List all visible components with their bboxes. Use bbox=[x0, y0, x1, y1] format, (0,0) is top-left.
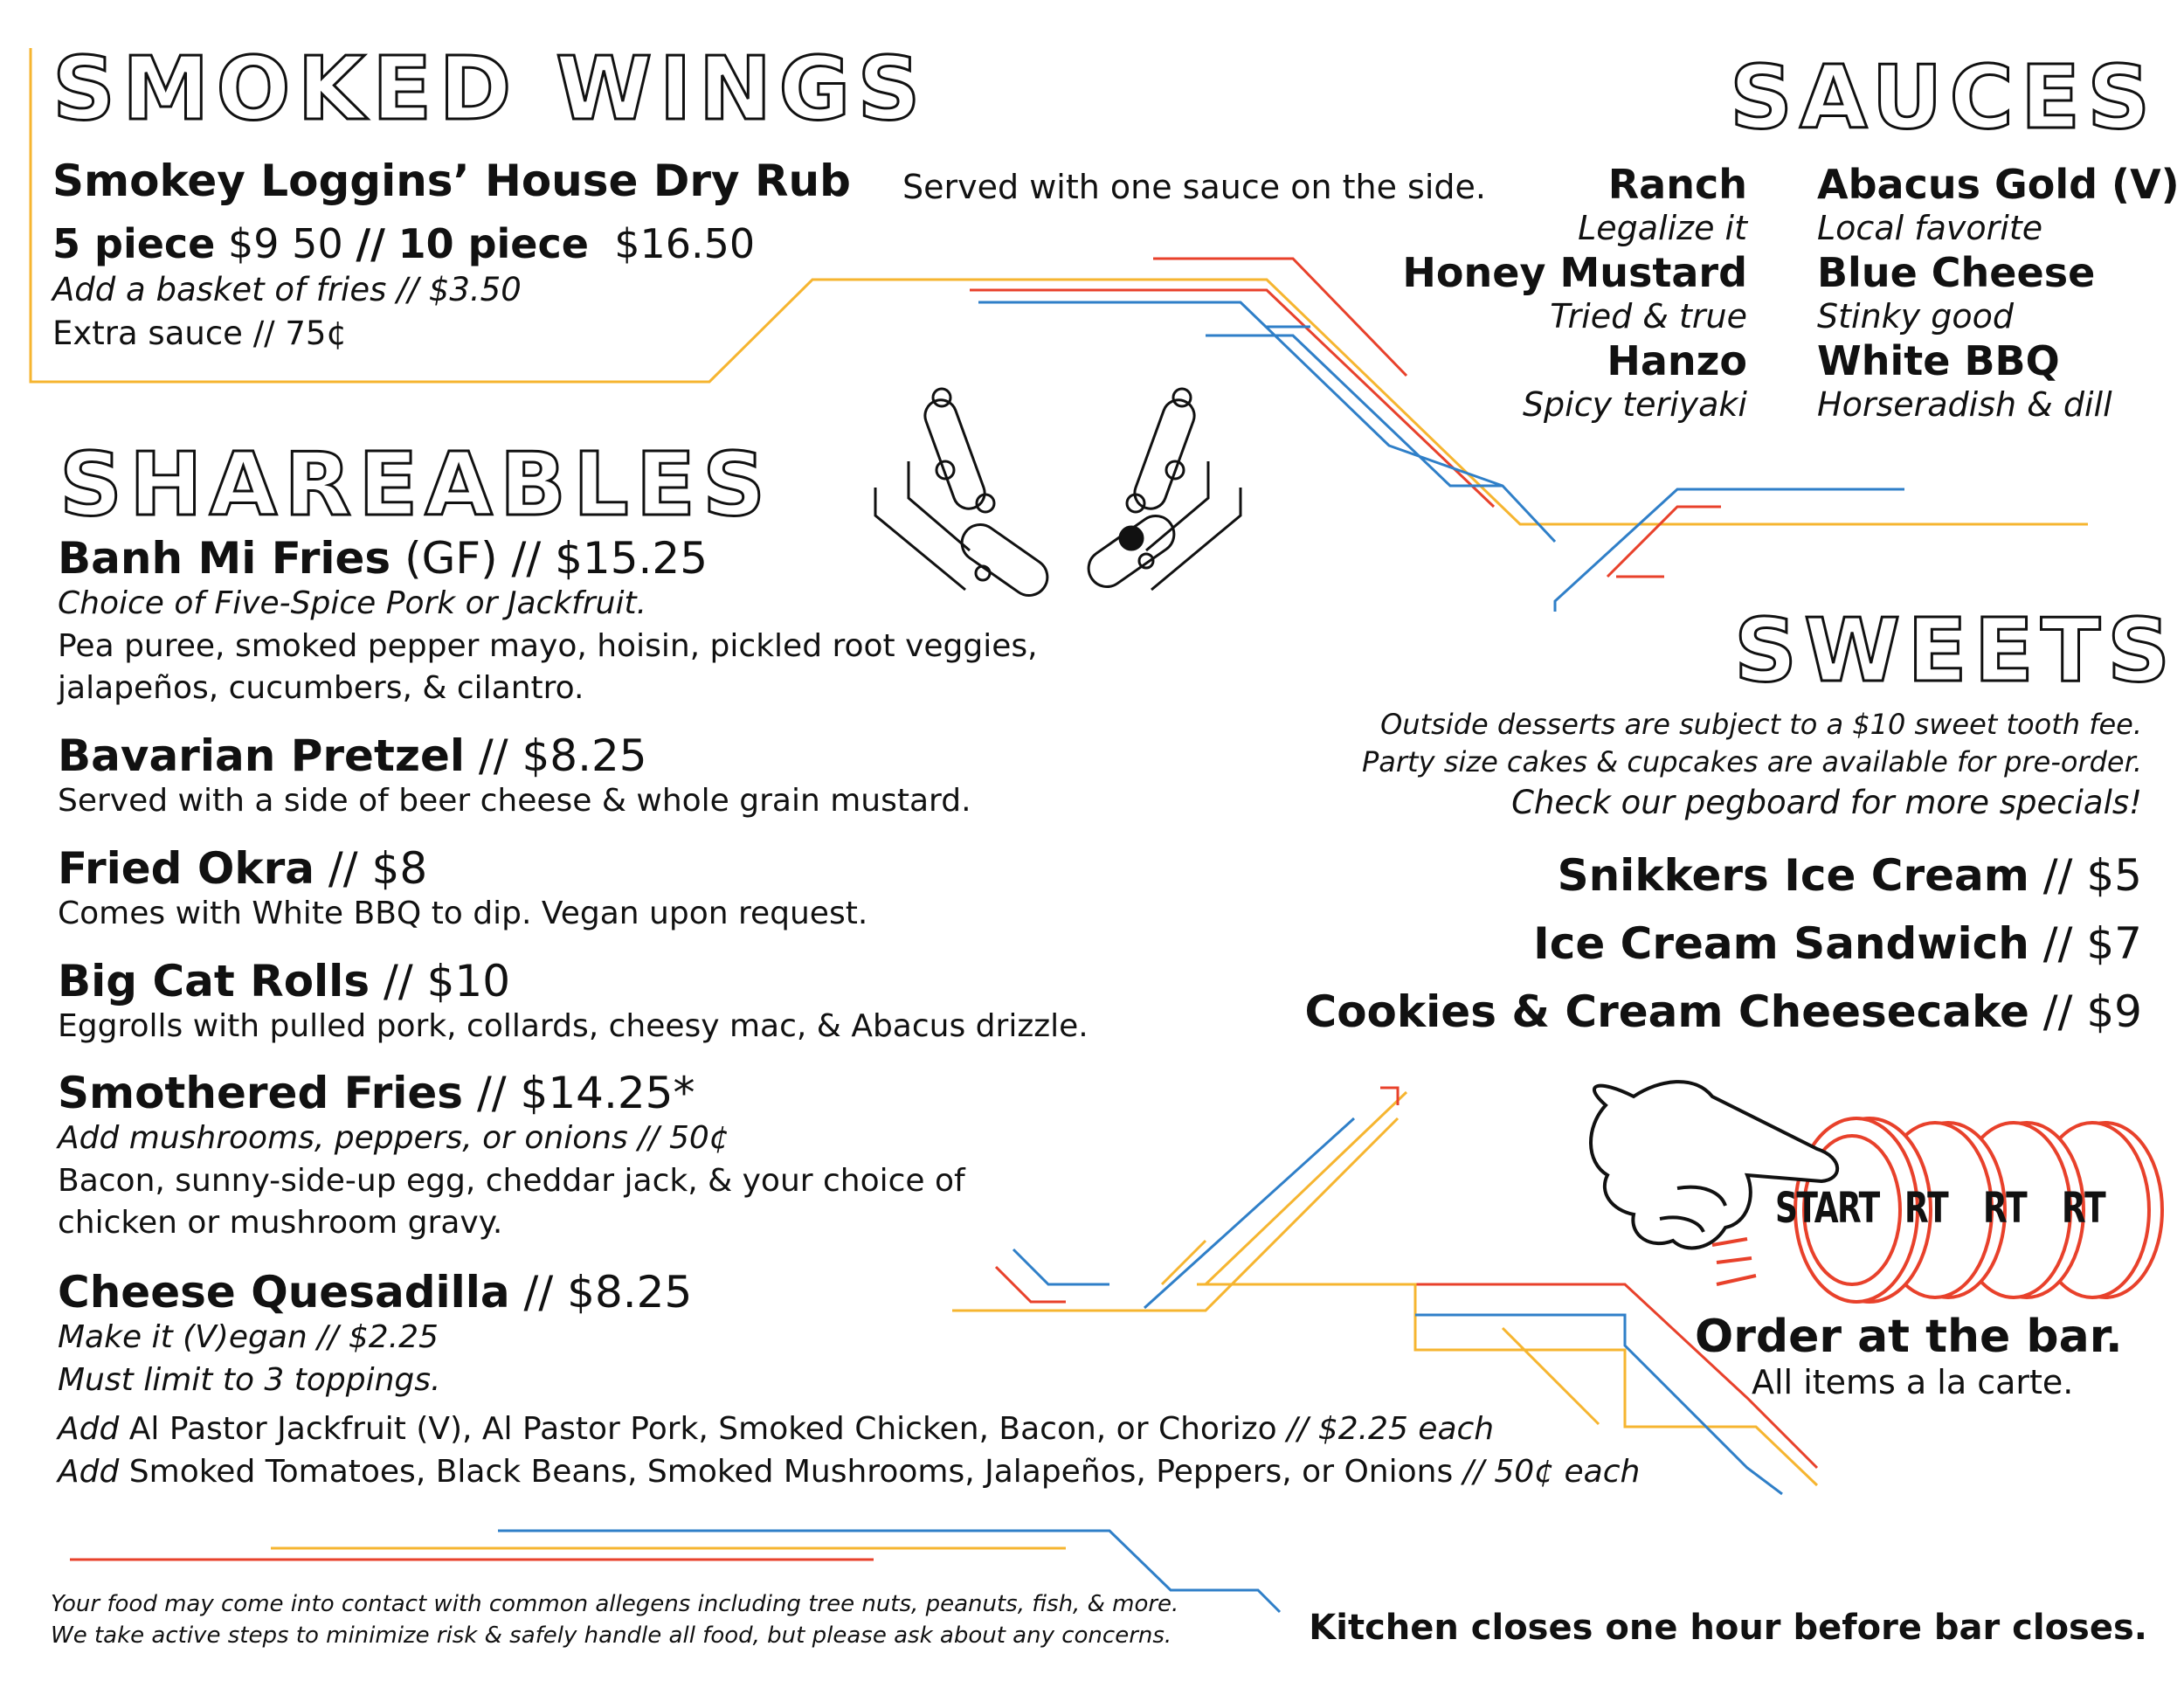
item-price: // $15.25 bbox=[497, 533, 708, 584]
sauce-desc: Tried & true bbox=[1550, 296, 1747, 336]
sauce-name: Abacus Gold (V) bbox=[1817, 161, 2180, 208]
sweets-heading: SWEETS bbox=[1734, 599, 2178, 702]
allergen-line: Your food may come into contact with common allegens including tree nuts, peanuts, fish, & more. bbox=[51, 1591, 1179, 1617]
sweets-note: Outside desserts are subject to a $10 sweet tooth fee. bbox=[1380, 708, 2142, 741]
ten-piece-label: 10 piece bbox=[397, 220, 589, 267]
sweet-item bbox=[1305, 988, 2142, 1036]
sauce-name: Ranch bbox=[1607, 161, 1747, 208]
wings-heading: SMOKED WINGS bbox=[52, 38, 928, 140]
sauces-heading: SAUCES bbox=[1730, 46, 2158, 149]
five-piece-price: $9 50 bbox=[228, 220, 343, 267]
menu-item-quesadilla bbox=[58, 1269, 1640, 1493]
item-desc: Bacon, sunny-side-up egg, cheddar jack, & your choice of bbox=[58, 1162, 965, 1199]
item-tag: (GF) bbox=[390, 533, 498, 584]
sweet-item bbox=[1305, 852, 2142, 900]
item-desc: jalapeños, cucumbers, & cilantro. bbox=[58, 670, 584, 707]
sauce-desc: Spicy teriyaki bbox=[1522, 384, 1747, 424]
item-price: // $9 bbox=[2028, 986, 2142, 1037]
sauce-name: Blue Cheese bbox=[1817, 248, 2096, 296]
item-addon bbox=[58, 1408, 1640, 1451]
wings-name: Smokey Loggins’ House Dry Rub bbox=[52, 156, 851, 206]
sauce-column-right bbox=[1817, 161, 2180, 425]
item-name: Smothered Fries bbox=[58, 1068, 464, 1118]
item-desc: Add mushrooms, peppers, or onions // 50¢ bbox=[58, 1120, 729, 1156]
start-label: RT bbox=[1904, 1184, 1949, 1233]
item-desc: Pea puree, smoked pepper mayo, hoisin, pickled root veggies, bbox=[58, 627, 1038, 664]
sauce-desc: Horseradish & dill bbox=[1817, 384, 2112, 424]
wings-note: Served with one sauce on the side. bbox=[902, 168, 1486, 206]
item-price: // $8 bbox=[314, 843, 428, 894]
kitchen-hours-note: Kitchen closes one hour before bar closes. bbox=[1309, 1608, 2147, 1648]
item-addon bbox=[58, 1451, 1640, 1494]
item-name: Fried Okra bbox=[58, 843, 315, 894]
sauce-desc: Legalize it bbox=[1578, 209, 1747, 248]
order-title: Order at the bar. bbox=[1695, 1311, 2123, 1363]
sauce-desc: Local favorite bbox=[1817, 209, 2043, 248]
item-price: // $5 bbox=[2028, 850, 2142, 901]
item-price: // $8.25 bbox=[509, 1267, 693, 1318]
sauce-name: Hanzo bbox=[1607, 336, 1747, 384]
wings-sauce-addon: Extra sauce // 75¢ bbox=[52, 315, 348, 352]
item-name: Banh Mi Fries bbox=[58, 533, 391, 584]
item-name: Cheese Quesadilla bbox=[58, 1267, 510, 1318]
order-subtitle: All items a la carte. bbox=[1752, 1363, 2074, 1401]
addon-text: Al Pastor Jackfruit (V), Al Pastor Pork, Smoked Chicken, Bacon, or Chorizo bbox=[119, 1411, 1288, 1448]
menu-item-okra bbox=[58, 845, 867, 936]
wings-prices bbox=[52, 220, 755, 267]
sauce-desc: Stinky good bbox=[1817, 296, 2014, 336]
item-price: // $8.25 bbox=[465, 730, 647, 781]
item-desc: Served with a side of beer cheese & whole grain mustard. bbox=[58, 783, 971, 819]
addon-price: // 50¢ each bbox=[1462, 1453, 1641, 1490]
item-desc: Must limit to 3 toppings. bbox=[58, 1361, 441, 1398]
start-label: START bbox=[1775, 1184, 1879, 1233]
sweet-item bbox=[1305, 920, 2142, 968]
sweets-note: Party size cakes & cupcakes are available for pre-order. bbox=[1361, 745, 2142, 779]
addon-prefix: Add bbox=[58, 1411, 120, 1448]
menu-item-big-cat-rolls bbox=[58, 958, 1089, 1048]
allergen-notice bbox=[51, 1588, 1178, 1652]
price-separator: // bbox=[356, 220, 385, 267]
item-price: // $14.25* bbox=[463, 1068, 695, 1118]
sweets-note: Check our pegboard for more specials! bbox=[1511, 784, 2142, 822]
allergen-line: We take active steps to minimize risk & safely handle all food, but please ask about any concerns. bbox=[51, 1622, 1172, 1650]
sauce-name: Honey Mustard bbox=[1402, 248, 1747, 296]
addon-price: // $2.25 each bbox=[1287, 1411, 1495, 1448]
item-name: Snikkers Ice Cream bbox=[1557, 850, 2029, 901]
sweets-list bbox=[1305, 852, 2142, 1036]
sauce-name: White BBQ bbox=[1817, 336, 2060, 384]
item-price: // $10 bbox=[370, 956, 511, 1007]
sweets-notes bbox=[1362, 706, 2142, 825]
menu-item-pretzel bbox=[58, 732, 971, 823]
item-desc: Comes with White BBQ to dip. Vegan upon request. bbox=[58, 896, 868, 931]
menu-item-smothered-fries bbox=[58, 1069, 965, 1245]
item-desc: Make it (V)egan // $2.25 bbox=[58, 1319, 439, 1355]
ten-piece-price: $16.50 bbox=[614, 220, 756, 267]
item-desc: chicken or mushroom gravy. bbox=[58, 1205, 503, 1242]
start-label: RT bbox=[2062, 1184, 2106, 1233]
item-desc: Choice of Five-Spice Pork or Jackfruit. bbox=[58, 585, 647, 621]
addon-prefix: Add bbox=[58, 1453, 120, 1490]
start-label: RT bbox=[1983, 1184, 2028, 1233]
item-price: // $7 bbox=[2028, 918, 2142, 969]
item-desc: Eggrolls with pulled pork, collards, cheesy mac, & Abacus drizzle. bbox=[58, 1008, 1089, 1044]
item-name: Cookies & Cream Cheesecake bbox=[1304, 986, 2029, 1037]
five-piece-label: 5 piece bbox=[52, 220, 216, 267]
item-name: Bavarian Pretzel bbox=[58, 730, 465, 781]
wings-fries-addon: Add a basket of fries // $3.50 bbox=[52, 271, 522, 308]
menu-item-banh-mi bbox=[58, 535, 1038, 710]
addon-text: Smoked Tomatoes, Black Beans, Smoked Mushrooms, Jalapeños, Peppers, or Onions bbox=[119, 1453, 1463, 1490]
item-name: Big Cat Rolls bbox=[58, 956, 370, 1007]
sauce-column-left bbox=[1310, 161, 1747, 425]
item-name: Ice Cream Sandwich bbox=[1533, 918, 2029, 969]
shareables-heading: SHAREABLES bbox=[59, 433, 773, 536]
